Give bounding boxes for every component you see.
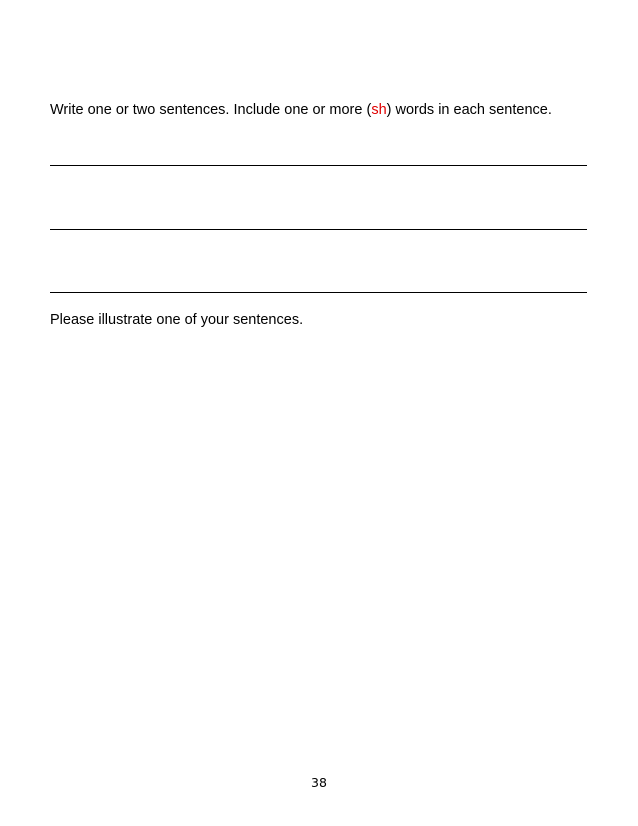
instruction-text-before: Write one or two sentences. Include one or more ( [50, 102, 372, 118]
writing-line-2[interactable] [50, 229, 587, 230]
illustration-area[interactable] [50, 340, 587, 760]
page-number: 38 [311, 775, 327, 790]
illustrate-prompt: Please illustrate one of your sentences. [50, 312, 304, 328]
writing-line-3[interactable] [50, 292, 587, 293]
instruction-text [50, 101, 552, 119]
writing-line-1[interactable] [50, 165, 587, 166]
instruction-text-after: ) words in each sentence. [386, 102, 552, 118]
sh-highlight: sh [371, 102, 387, 118]
